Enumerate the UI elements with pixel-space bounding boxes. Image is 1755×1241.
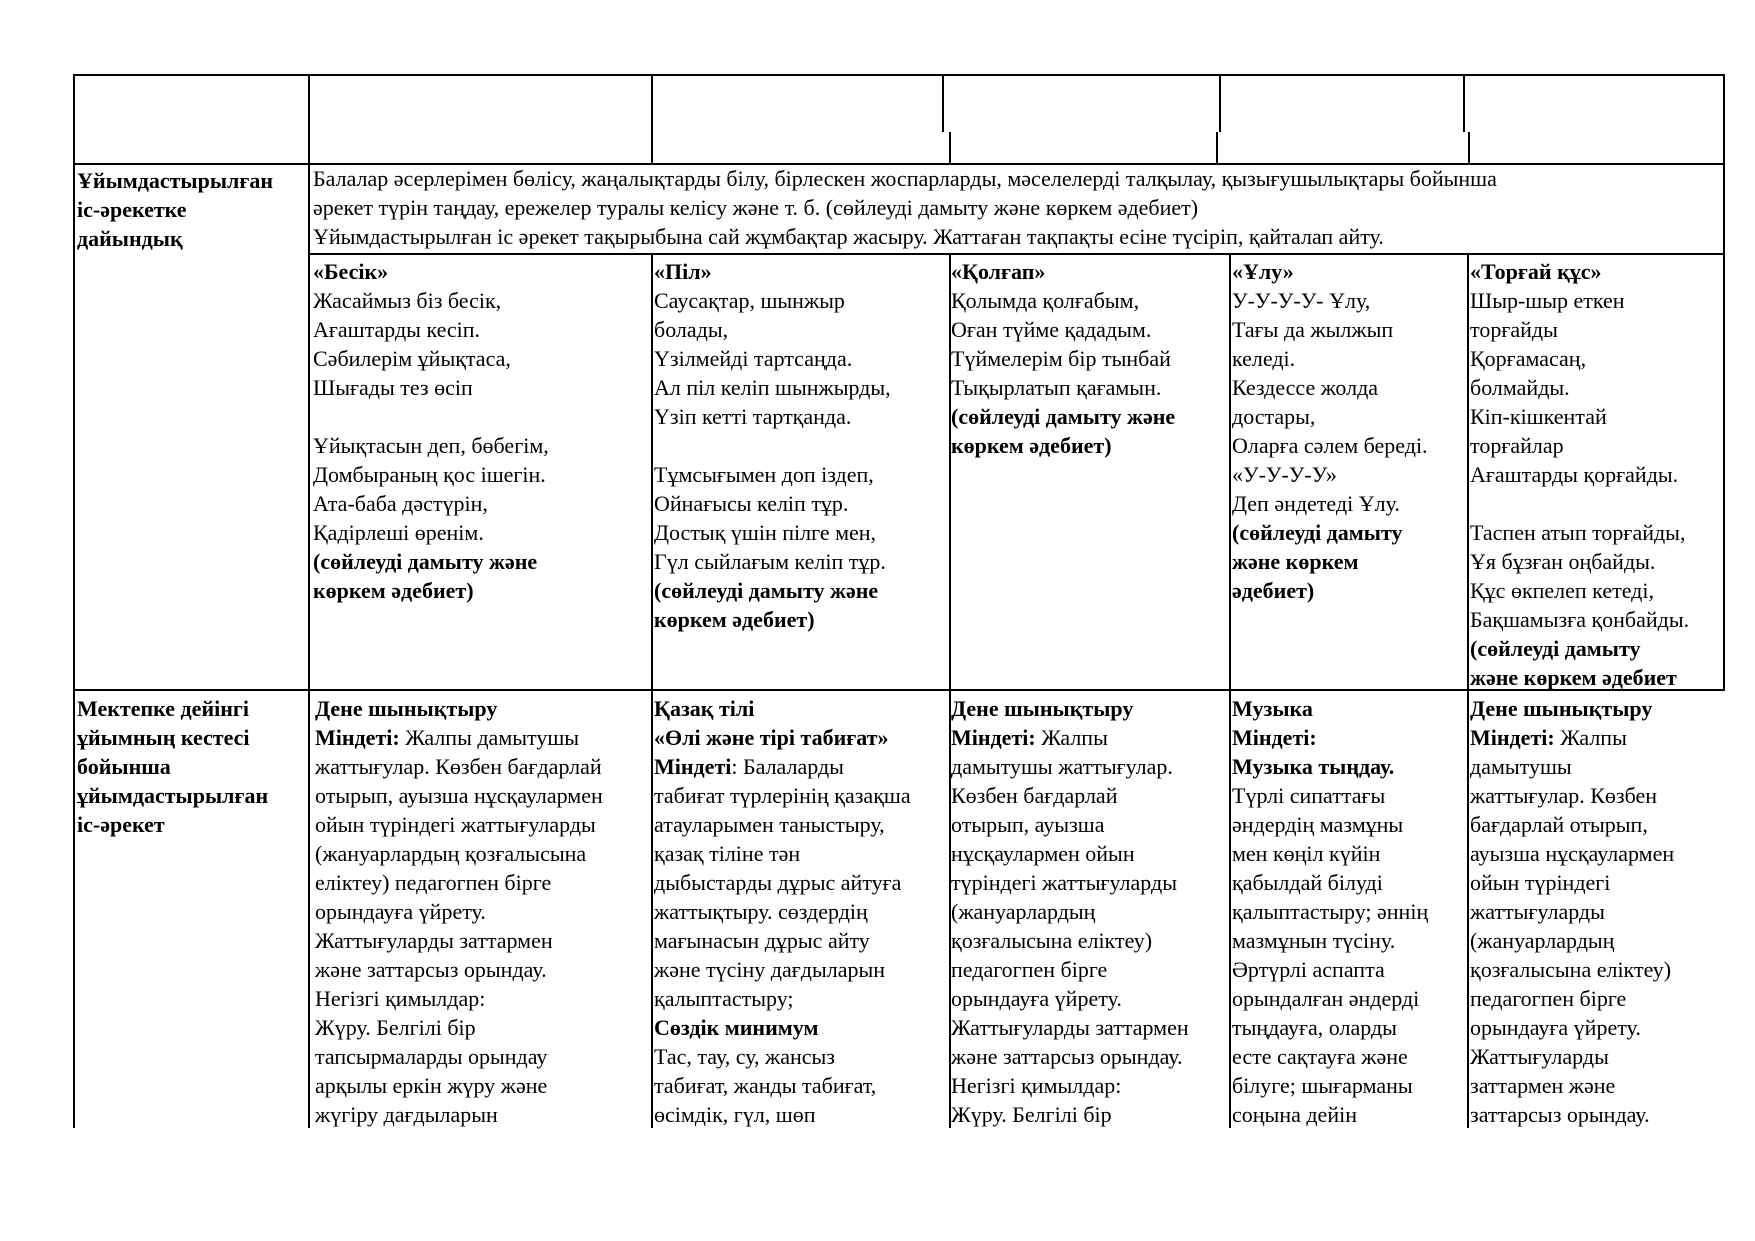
schedule-heading-line: ұйымның кестесі bbox=[77, 725, 250, 750]
poem-line: Сәбилерім ұйықтаса, bbox=[313, 346, 511, 371]
schedule-line: орындауға үйрету. bbox=[951, 986, 1122, 1011]
poem-line: Деп әндетеді Ұлу. bbox=[1232, 491, 1400, 516]
table-top-border bbox=[73, 74, 1725, 76]
schedule-line: (жануарлардың қозғалысына bbox=[315, 841, 587, 866]
poem-cell-pil bbox=[654, 257, 891, 634]
schedule-heading-line: ұйымдастырылған bbox=[77, 783, 269, 808]
poem-line: Саусақтар, шынжыр bbox=[654, 288, 845, 313]
schedule-line: Дене шынықтыру bbox=[951, 696, 1134, 721]
poem-line bbox=[654, 431, 891, 460]
schedule-line: педагогпен бірге bbox=[1470, 986, 1627, 1011]
poem-line: «У-У-У-У» bbox=[1232, 462, 1337, 487]
intro-line: әрекет түрін таңдау, ережелер туралы келісу және т. б. (сөйлеуді дамыту және көркем әдебиет) bbox=[313, 195, 1199, 220]
poem-cell-ulu bbox=[1232, 257, 1428, 605]
poem-line: Кіп-кішкентай bbox=[1470, 404, 1607, 429]
schedule-cell-day5 bbox=[1470, 694, 1674, 1129]
col2-border bbox=[651, 253, 653, 1128]
schedule-line: қалыптастыру; әннің bbox=[1232, 899, 1429, 924]
poem-line: Оған түйме қададым. bbox=[951, 317, 1152, 342]
schedule-cell-day1 bbox=[315, 694, 603, 1129]
schedule-line: заттарсыз орындау. bbox=[1470, 1102, 1650, 1127]
poem-line: Ата-баба дәстүрін, bbox=[313, 491, 488, 516]
schedule-line: дамытушы bbox=[1470, 754, 1572, 779]
schedule-line: жаттықтыру. сөздердің bbox=[654, 899, 868, 924]
poem-line: болмайды. bbox=[1470, 375, 1570, 400]
schedule-line: Жаттығуларды заттармен bbox=[315, 928, 553, 953]
poem-line: У-У-У-У- Ұлу, bbox=[1232, 288, 1371, 313]
poem-subject-note: (сөйлеуді дамыту bbox=[1232, 520, 1403, 545]
col1-border bbox=[308, 74, 310, 1128]
poem-line: Ағаштарды қорғайды. bbox=[1470, 462, 1679, 487]
schedule-line: атауларымен таныстыру, bbox=[654, 812, 885, 837]
poem-cell-besik bbox=[313, 257, 549, 605]
schedule-line: Міндеті: Жалпы bbox=[951, 725, 1108, 750]
schedule-line: қалыптастыру; bbox=[654, 986, 794, 1011]
schedule-line: жүгіру дағдыларын bbox=[315, 1102, 498, 1127]
poem-line: Қолымда қолғабым, bbox=[951, 288, 1140, 313]
poem-cell-torgai bbox=[1470, 257, 1689, 692]
poem-subject-note: және көркем bbox=[1232, 549, 1359, 574]
col3-border-header-a bbox=[942, 74, 944, 132]
schedule-line: табиғат түрлерінің қазақша bbox=[654, 783, 911, 808]
schedule-line: еліктеу) педагогпен бірге bbox=[315, 870, 552, 895]
table-left-border bbox=[73, 74, 75, 1128]
poem-line: Тықырлатып қағамын. bbox=[951, 375, 1162, 400]
col2-border-header bbox=[651, 74, 653, 164]
poem-line: Шыр-шыр еткен bbox=[1470, 288, 1625, 313]
schedule-heading-line: Мектепке дейінгі bbox=[77, 696, 250, 721]
poem-subject-note: (сөйлеуді дамыту және bbox=[313, 549, 538, 574]
schedule-line: Жүру. Белгілі бір bbox=[951, 1102, 1112, 1127]
schedule-line: Міндеті: bbox=[1232, 725, 1317, 750]
col5-border-header-b bbox=[1468, 132, 1470, 164]
poem-subject-note: және көркем әдебиет bbox=[1470, 665, 1677, 690]
col4-border-header-b bbox=[1216, 132, 1218, 164]
col4-border bbox=[1229, 253, 1231, 1128]
schedule-line: қозғалысына еліктеу) bbox=[1470, 957, 1672, 982]
poem-line: Ұйықтасын деп, бөбегім, bbox=[313, 433, 549, 458]
poem-cell-qolgap bbox=[951, 257, 1175, 460]
schedule-line: қозғалысына еліктеу) bbox=[951, 928, 1153, 953]
schedule-line: бағдарлай отырып, bbox=[1470, 812, 1648, 837]
poem-line: болады, bbox=[654, 317, 729, 342]
poem-title: «Қолғап» bbox=[951, 259, 1046, 284]
schedule-line: Тас, тау, су, жансыз bbox=[654, 1044, 835, 1069]
poem-line: Тағы да жылжып bbox=[1232, 317, 1394, 342]
table-right-border bbox=[1723, 74, 1725, 690]
schedule-line: Жаттығуларды заттармен bbox=[951, 1015, 1189, 1040]
poem-line: торғайлар bbox=[1470, 433, 1564, 458]
schedule-cell-day3 bbox=[951, 694, 1189, 1129]
prep-heading-line: іс-әрекетке bbox=[77, 197, 187, 222]
schedule-row-heading bbox=[77, 694, 268, 839]
schedule-line: «Өлі және тірі табиғат» bbox=[654, 725, 889, 750]
schedule-line: және заттарсыз орындау. bbox=[315, 957, 547, 982]
col5-border bbox=[1467, 253, 1469, 1128]
schedule-line: (жануарлардың bbox=[951, 899, 1096, 924]
poem-subject-note: әдебиет) bbox=[1232, 578, 1315, 603]
schedule-line: отырып, ауызша нұсқаулармен bbox=[315, 783, 603, 808]
poem-subject-note: (сөйлеуді дамыту bbox=[1470, 636, 1641, 661]
poem-line: Бақшамызға қонбайды. bbox=[1470, 607, 1690, 632]
schedule-line: білуге; шығарманы bbox=[1232, 1073, 1413, 1098]
schedule-heading-line: іс-әрекет bbox=[77, 812, 165, 837]
poem-line: Ал піл келіп шынжырды, bbox=[654, 375, 891, 400]
poem-line: Кездессе жолда bbox=[1232, 375, 1379, 400]
schedule-line: заттармен және bbox=[1470, 1073, 1616, 1098]
schedule-line: педагогпен бірге bbox=[951, 957, 1108, 982]
poem-line: Ағаштарды кесіп. bbox=[313, 317, 481, 342]
schedule-line: есте сақтауға және bbox=[1232, 1044, 1408, 1069]
schedule-line: соңына дейін bbox=[1232, 1102, 1357, 1127]
task-label: Міндеті: bbox=[1470, 725, 1555, 750]
poem-line: Түймелерім бір тынбай bbox=[951, 346, 1171, 371]
schedule-line: мазмұнын түсіну. bbox=[1232, 928, 1396, 953]
schedule-line: жаттығуларды bbox=[1470, 899, 1605, 924]
schedule-line: орындауға үйрету. bbox=[1470, 1015, 1641, 1040]
schedule-line: ауызша нұсқаулармен bbox=[1470, 841, 1675, 866]
intro-bottom-border bbox=[309, 253, 1725, 255]
schedule-line: арқылы еркін жүру және bbox=[315, 1073, 548, 1098]
schedule-line: мағынасын дұрыс айту bbox=[654, 928, 870, 953]
schedule-line: қазақ тіліне тән bbox=[654, 841, 801, 866]
schedule-line: Сөздік минимум bbox=[654, 1015, 819, 1040]
schedule-line: Дене шынықтыру bbox=[315, 696, 498, 721]
schedule-line: нұсқаулармен ойын bbox=[951, 841, 1135, 866]
schedule-line: және заттарсыз орындау. bbox=[951, 1044, 1183, 1069]
poem-line: достары, bbox=[1232, 404, 1316, 429]
poem-line: келеді. bbox=[1232, 346, 1296, 371]
schedule-line: дыбыстарды дұрыс айтуға bbox=[654, 870, 902, 895]
poem-line: Үзіп кетті тартқанда. bbox=[654, 404, 852, 429]
schedule-line: Түрлі сипаттағы bbox=[1232, 783, 1386, 808]
schedule-line: тапсырмаларды орындау bbox=[315, 1044, 548, 1069]
schedule-line: Негізгі қимылдар: bbox=[951, 1073, 1122, 1098]
task-label: Міндеті bbox=[654, 754, 732, 779]
schedule-line: Музыка тыңдау. bbox=[1232, 754, 1395, 779]
schedule-line: Көзбен бағдарлай bbox=[951, 783, 1118, 808]
poem-line: Таспен атып торғайды, bbox=[1470, 520, 1686, 545]
schedule-line: Міндеті: Жалпы дамытушы bbox=[315, 725, 580, 750]
schedule-line: жаттығулар. Көзбен bbox=[1470, 783, 1658, 808]
schedule-line: Дене шынықтыру bbox=[1470, 696, 1653, 721]
schedule-line: Міндеті: Балаларды bbox=[654, 754, 844, 779]
schedule-line: отырып, ауызша bbox=[951, 812, 1105, 837]
poem-subject-note: (сөйлеуді дамыту және bbox=[654, 578, 879, 603]
task-label: Міндеті: bbox=[315, 725, 400, 750]
schedule-line: Қазақ тілі bbox=[654, 696, 755, 721]
col3-border-header-b bbox=[949, 132, 951, 164]
schedule-line: Негізгі қимылдар: bbox=[315, 986, 486, 1011]
poem-subject-note: көркем әдебиет) bbox=[654, 607, 815, 632]
poem-line: Шығады тез өсіп bbox=[313, 375, 473, 400]
schedule-line: табиғат, жанды табиғат, bbox=[654, 1073, 877, 1098]
poem-subject-note: көркем әдебиет) bbox=[313, 578, 474, 603]
poem-line: Гүл сыйлағым келіп тұр. bbox=[654, 549, 886, 574]
poem-line: Оларға сәлем береді. bbox=[1232, 433, 1428, 458]
schedule-line: Музыка bbox=[1232, 696, 1313, 721]
poem-line bbox=[1470, 489, 1689, 518]
poem-line: Үзілмейді тартсаңда. bbox=[654, 346, 853, 371]
schedule-line: тыңдауға, оларды bbox=[1232, 1015, 1397, 1040]
schedule-cell-day4 bbox=[1232, 694, 1428, 1129]
schedule-heading-line: бойынша bbox=[77, 754, 171, 779]
poem-title: «Торғай құс» bbox=[1470, 259, 1602, 284]
prep-heading-line: дайындық bbox=[77, 226, 183, 251]
poem-line bbox=[313, 402, 549, 431]
poem-line: Құс өкпелеп кетеді, bbox=[1470, 578, 1654, 603]
schedule-cell-day2 bbox=[654, 694, 911, 1129]
prep-heading-line: Ұйымдастырылған bbox=[77, 168, 274, 193]
col5-border-header-a bbox=[1463, 74, 1465, 132]
schedule-line: және түсіну дағдыларын bbox=[654, 957, 886, 982]
schedule-line: орындауға үйрету. bbox=[315, 899, 486, 924]
poem-line: Домбыраның қос ішегін. bbox=[313, 462, 546, 487]
schedule-line: (жануарлардың bbox=[1470, 928, 1615, 953]
task-label: Міндеті: bbox=[951, 725, 1036, 750]
schedule-line: өсімдік, гүл, шөп bbox=[654, 1102, 816, 1127]
poem-line: Достық үшін пілге мен, bbox=[654, 520, 877, 545]
poem-line: Ұя бұзған оңбайды. bbox=[1470, 549, 1656, 574]
poem-line: Қорғамасаң, bbox=[1470, 346, 1587, 371]
intro-line: Ұйымдастырылған іс әрекет тақырыбына сай жұмбақтар жасыру. Жаттаған тақпақты есіне түсіріп, қайталап айту. bbox=[313, 224, 1384, 249]
schedule-line: Әртүрлі аспапта bbox=[1232, 957, 1385, 982]
schedule-line: орындалған әндерді bbox=[1232, 986, 1420, 1011]
poem-line: Ойнағысы келіп тұр. bbox=[654, 491, 849, 516]
schedule-line: ойын түріндегі жаттығуларды bbox=[315, 812, 596, 837]
schedule-line: Міндеті: Жалпы bbox=[1470, 725, 1627, 750]
poem-line: торғайды bbox=[1470, 317, 1558, 342]
poem-title: «Піл» bbox=[654, 259, 712, 284]
prep-row-heading bbox=[77, 166, 273, 253]
schedule-line: жаттығулар. Көзбен бағдарлай bbox=[315, 754, 602, 779]
schedule-line: қабылдай білуді bbox=[1232, 870, 1383, 895]
col4-border-header-a bbox=[1219, 74, 1221, 132]
schedule-line: әндердің мазмұны bbox=[1232, 812, 1404, 837]
poem-title: «Ұлу» bbox=[1232, 259, 1294, 284]
poem-line: Жасаймыз біз бесік, bbox=[313, 288, 502, 313]
schedule-line: дамытушы жаттығулар. bbox=[951, 754, 1173, 779]
poem-title: «Бесік» bbox=[313, 259, 389, 284]
schedule-line: түріндегі жаттығуларды bbox=[951, 870, 1177, 895]
intro-line: Балалар әсерлерімен бөлісу, жаңалықтарды білу, бірлескен жоспарларды, мәселелерді талқылау, қызығушылықтары бойынша bbox=[313, 166, 1497, 191]
schedule-line: Жүру. Белгілі бір bbox=[315, 1015, 476, 1040]
schedule-line: ойын түріндегі bbox=[1470, 870, 1611, 895]
schedule-line: Жаттығуларды bbox=[1470, 1044, 1609, 1069]
poem-subject-note: көркем әдебиет) bbox=[951, 433, 1112, 458]
prep-intro bbox=[313, 164, 1497, 251]
poem-subject-note: (сөйлеуді дамыту және bbox=[951, 404, 1176, 429]
schedule-line: мен көңіл күйін bbox=[1232, 841, 1381, 866]
poem-line: Тұмсығымен доп іздеп, bbox=[654, 462, 874, 487]
poem-line: Қадірлеші өренім. bbox=[313, 520, 484, 545]
